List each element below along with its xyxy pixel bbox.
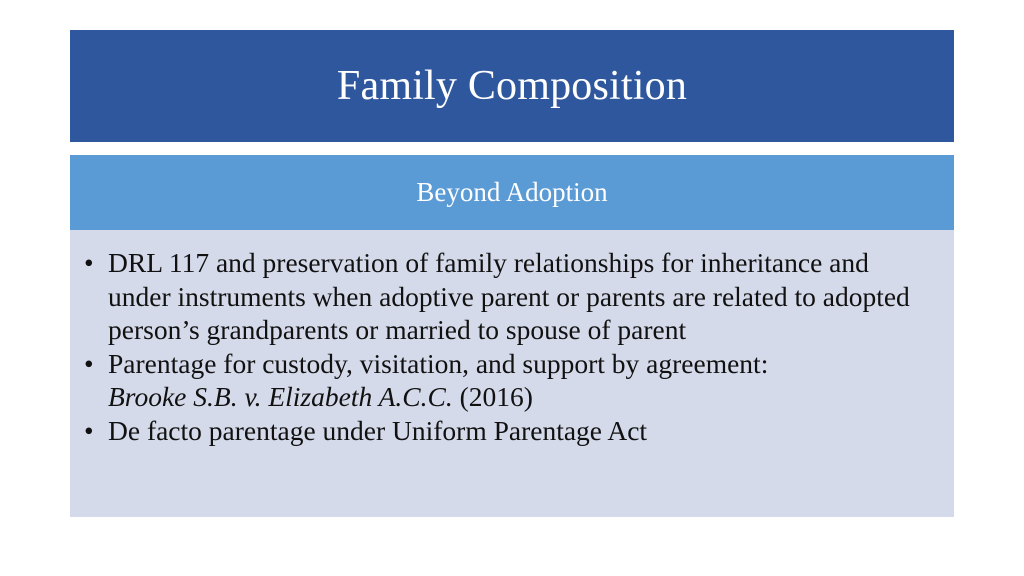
slide-title: Family Composition <box>336 63 688 109</box>
bullet-icon: • <box>84 414 94 446</box>
content-panel <box>70 230 954 517</box>
bullet-text: Parentage for custody, visitation, and support by agreement: <box>108 347 769 379</box>
bullet-item-parentage-agreement <box>84 347 924 414</box>
case-citation-name: Brooke S.B. v. Elizabeth A.C.C. <box>108 381 453 412</box>
case-citation-year: (2016) <box>459 381 533 412</box>
title-bar <box>70 30 954 142</box>
subheader-title: Beyond Adoption <box>416 177 608 207</box>
bullet-text: De facto parentage under Uniform Parentage Act <box>108 414 648 446</box>
bullet-item-drl-117 <box>84 246 924 347</box>
subheader-bar <box>70 155 954 230</box>
bullet-icon: • <box>84 347 94 379</box>
bullet-text: DRL 117 and preservation of family relationships for inheritance and under instruments when adoptive parent or parents are related to adopted person’s grandparents or married to spouse of parent <box>108 247 910 345</box>
bullet-item-de-facto-parentage <box>84 414 924 448</box>
bullet-icon: • <box>84 247 94 278</box>
bullet-list <box>84 246 924 447</box>
